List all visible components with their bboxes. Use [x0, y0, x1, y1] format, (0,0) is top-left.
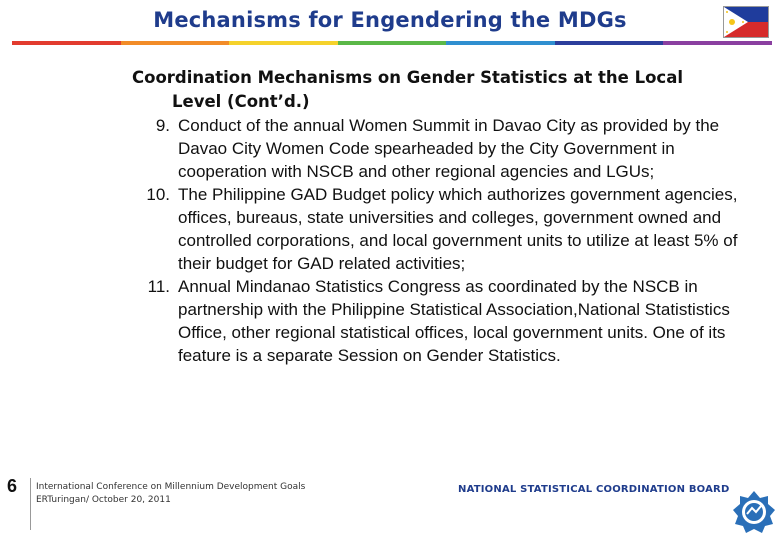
list-item	[118, 183, 758, 275]
list-item	[118, 275, 758, 367]
list-item-text: Conduct of the annual Women Summit in Davao City as provided by the Davao City Women Code spearheaded by the City Government in cooperation with NSCB and other regional agencies and LGUs;	[178, 116, 720, 181]
slide-title: Mechanisms for Engendering the MDGs	[153, 8, 627, 32]
rainbow-segment-indigo	[555, 41, 664, 45]
heading-line-2: Level (Cont’d.)	[172, 92, 310, 111]
page-number: 6	[7, 476, 18, 496]
rainbow-segment-yellow	[229, 41, 338, 45]
rainbow-segment-violet	[663, 41, 772, 45]
numbered-list	[118, 114, 758, 367]
list-item-text: The Philippine GAD Budget policy which authorizes government agencies, offices, bureaus, state universities and colleges, government owned and controlled corporations, and local government units to utilize at least 5% of their budget for GAD related activities;	[178, 185, 738, 273]
list-item	[118, 114, 758, 183]
philippine-flag-icon	[723, 6, 769, 38]
footer-conference-info	[36, 481, 305, 507]
rainbow-divider	[12, 41, 772, 45]
rainbow-segment-orange	[121, 41, 230, 45]
rainbow-segment-green	[338, 41, 447, 45]
list-item-number: 9.	[155, 116, 170, 135]
rainbow-segment-blue	[446, 41, 555, 45]
list-item-number: 10.	[146, 185, 170, 204]
footer-divider	[30, 478, 31, 530]
rainbow-segment-red	[12, 41, 121, 45]
heading-line-1: Coordination Mechanisms on Gender Statistics at the Local	[132, 68, 683, 87]
organization-name: NATIONAL STATISTICAL COORDINATION BOARD	[458, 484, 730, 495]
section-heading	[132, 66, 752, 114]
conference-name: International Conference on Millennium Development Goals	[36, 482, 306, 492]
list-item-text: Annual Mindanao Statistics Congress as coordinated by the NSCB in partnership with the Philippine Statistical Association,National Statististics Office, other regional statistical offices, local government units. One of its feature is a separate Session on Gender Statistics.	[178, 277, 730, 365]
list-item-number: 11.	[147, 277, 170, 296]
author-date: ERTuringan/ October 20, 2011	[36, 495, 171, 505]
nscb-logo-icon	[732, 490, 776, 534]
